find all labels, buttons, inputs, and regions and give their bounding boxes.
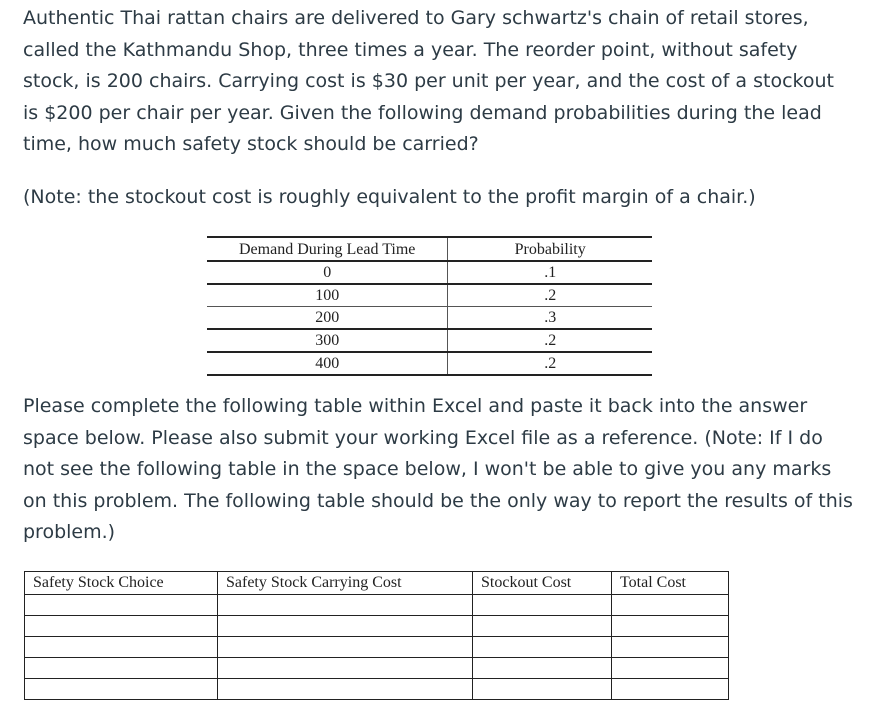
table-row xyxy=(207,261,652,284)
probability-cell: .2 xyxy=(448,284,652,307)
demand-cell: 100 xyxy=(207,284,448,307)
answer-cell[interactable] xyxy=(612,658,729,679)
demand-header: Demand During Lead Time xyxy=(207,237,448,261)
answer-cell[interactable] xyxy=(25,616,218,637)
answer-table xyxy=(24,571,729,700)
demand-cell: 400 xyxy=(207,352,448,375)
table-header-row xyxy=(207,237,652,261)
answer-cell[interactable] xyxy=(218,658,473,679)
demand-probability-table xyxy=(207,236,652,376)
demand-cell: 200 xyxy=(207,307,448,330)
answer-cell[interactable] xyxy=(612,616,729,637)
table-row xyxy=(207,307,652,330)
answer-cell[interactable] xyxy=(473,658,612,679)
answer-cell[interactable] xyxy=(218,637,473,658)
answer-cell[interactable] xyxy=(25,637,218,658)
table-row xyxy=(25,637,729,658)
stockout-note: (Note: the stockout cost is roughly equivalent to the profit margin of a chair.) xyxy=(23,186,756,208)
instructions: Please complete the following table within Excel and paste it back into the answer space below. Please also submit your working Excel file as a reference. (Note: If I do not see the following table in the space below, I won't be able to give you any marks on this problem. The following table should be the only way to report the results of this problem.) xyxy=(23,395,853,543)
problem-statement: Authentic Thai rattan chairs are delivered to Gary schwartz's chain of retail stores, called the Kathmandu Shop, three times a year. The reorder point, without safety stock, is 200 chairs. Carrying cost is $30 per unit per year, and the cost of a stockout is $200 per chair per year. Given the following demand probabilities during the lead time, how much safety stock should be carried? xyxy=(23,7,834,155)
answer-cell[interactable] xyxy=(612,595,729,616)
answer-cell[interactable] xyxy=(473,616,612,637)
answer-cell[interactable] xyxy=(612,637,729,658)
table-row xyxy=(25,679,729,700)
answer-cell[interactable] xyxy=(473,637,612,658)
answer-cell[interactable] xyxy=(218,679,473,700)
probability-header: Probability xyxy=(448,237,652,261)
carrying-cost-header: Safety Stock Carrying Cost xyxy=(218,572,473,595)
probability-cell: .2 xyxy=(448,329,652,352)
answer-cell[interactable] xyxy=(473,595,612,616)
answer-cell[interactable] xyxy=(218,595,473,616)
table-header-row xyxy=(25,572,729,595)
answer-cell[interactable] xyxy=(25,658,218,679)
table-row xyxy=(25,616,729,637)
demand-cell: 300 xyxy=(207,329,448,352)
table-row xyxy=(25,595,729,616)
answer-cell[interactable] xyxy=(25,595,218,616)
table-row xyxy=(207,352,652,375)
stockout-cost-header: Stockout Cost xyxy=(473,572,612,595)
answer-cell[interactable] xyxy=(473,679,612,700)
table-row xyxy=(207,329,652,352)
answer-cell[interactable] xyxy=(612,679,729,700)
answer-cell[interactable] xyxy=(25,679,218,700)
safety-stock-choice-header: Safety Stock Choice xyxy=(25,572,218,595)
total-cost-header: Total Cost xyxy=(612,572,729,595)
probability-cell: .1 xyxy=(448,261,652,284)
table-row xyxy=(25,658,729,679)
answer-cell[interactable] xyxy=(218,616,473,637)
table-row xyxy=(207,284,652,307)
demand-cell: 0 xyxy=(207,261,448,284)
probability-cell: .3 xyxy=(448,307,652,330)
probability-cell: .2 xyxy=(448,352,652,375)
